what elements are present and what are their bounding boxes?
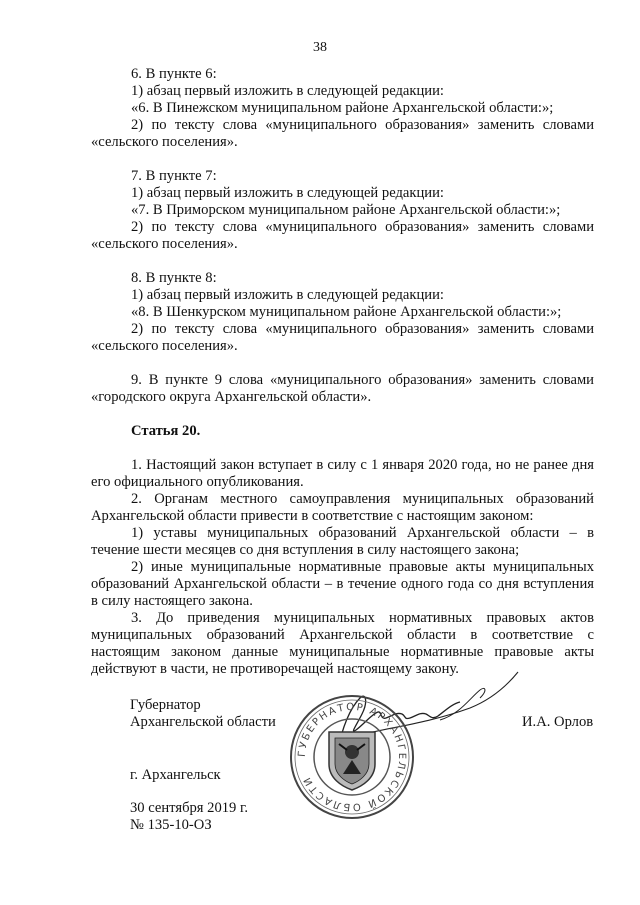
law-number: № 135-10-ОЗ xyxy=(130,817,212,833)
signatory-position-line2: Архангельской области xyxy=(130,714,276,730)
paragraph: 9. В пункте 9 слова «муниципального образования» заменить словами «городского округа Архангельской области». xyxy=(91,372,594,405)
paragraph-spacer xyxy=(91,355,594,372)
article-heading: Статья 20. xyxy=(131,423,201,439)
paragraph: «8. В Шенкурском муниципальном районе Архангельской области:»; xyxy=(131,304,562,320)
paragraph-spacer xyxy=(91,151,594,168)
paragraph: 1. Настоящий закон вступает в силу с 1 января 2020 года, но не ранее дня его официального опубликования. xyxy=(91,457,594,490)
place-of-signing: г. Архангельск xyxy=(130,767,221,783)
paragraph: 1) абзац первый изложить в следующей редакции: xyxy=(131,287,444,303)
paragraph: 1) абзац первый изложить в следующей редакции: xyxy=(131,83,444,99)
paragraph: 7. В пункте 7: xyxy=(131,168,217,184)
paragraph: 2) по тексту слова «муниципального образования» заменить словами «сельского поселения». xyxy=(91,219,594,252)
signatory-name: И.А. Орлов xyxy=(522,714,594,730)
paragraph: 1) абзац первый изложить в следующей редакции: xyxy=(131,185,444,201)
paragraph: 2) иные муниципальные нормативные правовые акты муниципальных образований Архангельской области – в течение одного года со дня вступления в силу настоящего закона. xyxy=(91,559,594,609)
signatory-position-line1: Губернатор xyxy=(130,697,201,713)
seal-ring-text: ГУБЕРНАТОР АРХАНГЕЛЬСКОЙ ОБЛАСТИ xyxy=(296,701,408,813)
signatory-position xyxy=(130,697,276,731)
paragraph: «6. В Пинежском муниципальном районе Архангельской области:»; xyxy=(131,100,554,116)
paragraph-spacer xyxy=(91,253,594,270)
paragraph: 8. В пункте 8: xyxy=(131,270,217,286)
paragraph: «7. В Приморском муниципальном районе Архангельской области:»; xyxy=(131,202,561,218)
paragraph: 1) уставы муниципальных образований Архангельской области – в течение шести месяцев со дня вступления в силу настоящего закона; xyxy=(91,525,594,558)
paragraph: 2) по тексту слова «муниципального образования» заменить словами «сельского поселения». xyxy=(91,321,594,354)
page-number: 38 xyxy=(313,40,327,55)
paragraph: 2) по тексту слова «муниципального образования» заменить словами «сельского поселения». xyxy=(91,117,594,150)
official-seal xyxy=(287,692,417,827)
document-body xyxy=(91,66,594,678)
paragraph: 6. В пункте 6: xyxy=(131,66,217,82)
paragraph-spacer xyxy=(91,406,594,423)
paragraph: 3. До приведения муниципальных нормативных правовых актов муниципальных образований Архангельской области в соответствие с настоящим законом данные муниципальные нормативные правовые акты действуют в части, не противоречащей настоящему закону. xyxy=(91,610,594,677)
paragraph-spacer xyxy=(91,440,594,457)
paragraph: 2. Органам местного самоуправления муниципальных образований Архангельской области привести в соответствие с настоящим законом: xyxy=(91,491,594,524)
signing-date: 30 сентября 2019 г. xyxy=(130,800,248,816)
